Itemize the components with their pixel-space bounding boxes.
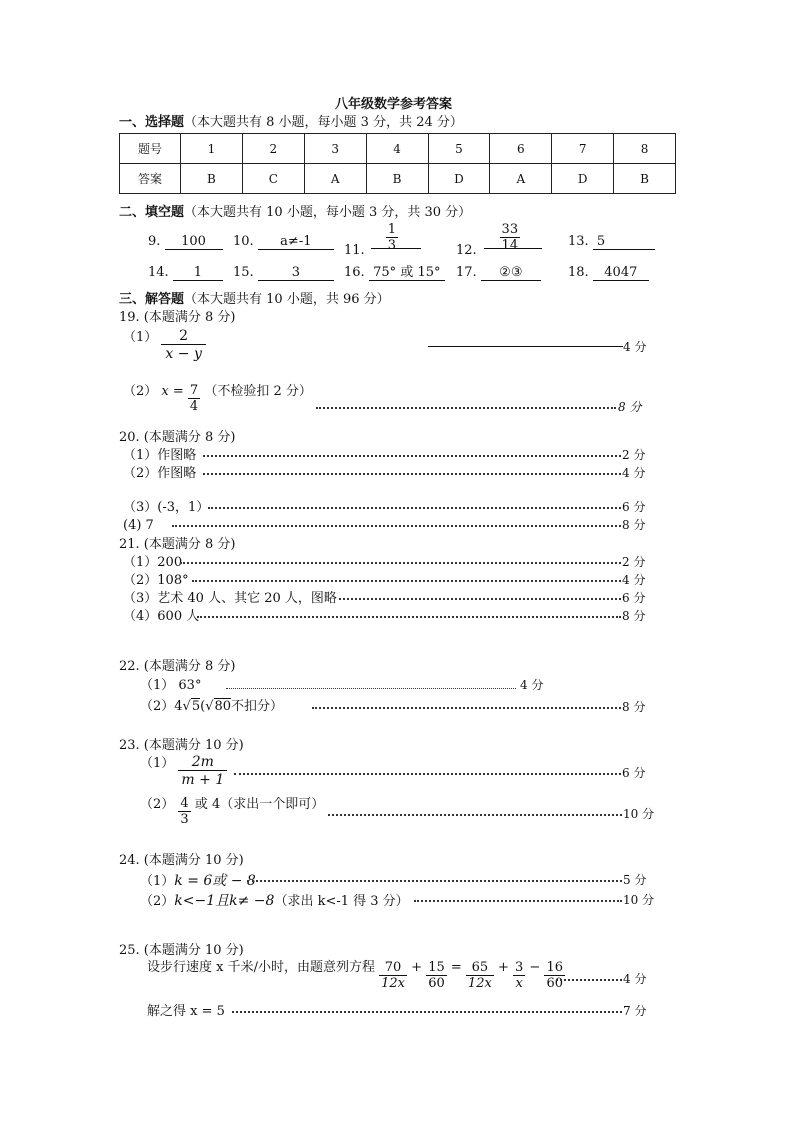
leader-dots — [192, 580, 621, 582]
answer — [481, 223, 539, 255]
leader-line — [428, 346, 623, 347]
q22-line2 — [140, 700, 283, 713]
table-cell: 6 — [490, 134, 552, 164]
numerator: 2 — [179, 328, 189, 344]
table-cell: A — [304, 164, 366, 194]
numerator: 3 — [514, 960, 524, 975]
section2-note: （本大题共有 10 小题，每小题 3 分，共 30 分） — [184, 205, 472, 220]
q20-line2: （2）作图略 — [123, 466, 197, 481]
section2-heading: 二、填空题 — [119, 205, 185, 220]
score: 10 分 — [623, 893, 655, 907]
score: 5 分 — [623, 873, 647, 887]
leader-dots — [234, 773, 621, 775]
part-label: （1） — [140, 756, 175, 772]
table-cell: A — [490, 164, 552, 194]
sqrt-icon: √ — [205, 699, 214, 714]
fraction — [466, 961, 494, 992]
q24-line1 — [140, 874, 256, 888]
fraction — [379, 961, 407, 992]
table-cell: 4 — [366, 134, 428, 164]
leader-dots — [226, 688, 516, 689]
answer-table — [119, 133, 676, 194]
fraction — [161, 329, 205, 363]
answer: 4047 — [593, 266, 649, 281]
numerator: 16 — [546, 960, 563, 975]
leader-dots — [316, 407, 616, 409]
q23-header: 23. (本题满分 10 分) — [119, 738, 244, 753]
q24-line2 — [140, 894, 409, 908]
numerator: 15 — [428, 960, 445, 975]
score: 6 分 — [622, 766, 646, 780]
denominator: m + 1 — [178, 770, 227, 788]
denominator: 60 — [546, 976, 563, 992]
score: 4 分 — [622, 573, 646, 587]
answer: 75° 或 15° — [369, 266, 445, 281]
answer: a≠-1 — [258, 235, 334, 250]
leader-dots — [232, 1011, 622, 1013]
score: 4 分 — [623, 972, 647, 986]
score: 8 分 — [622, 518, 646, 532]
q20-header: 20. (本题满分 8 分) — [119, 430, 236, 445]
leader-dots — [197, 616, 621, 618]
part-label: （2） — [140, 796, 175, 812]
table-cell: B — [614, 164, 676, 194]
table-cell: B — [366, 164, 428, 194]
paren: ( — [200, 699, 206, 714]
fraction — [178, 797, 190, 828]
q25-header: 25. (本题满分 10 分) — [119, 943, 244, 958]
question-number: 13. — [568, 234, 589, 249]
radicand: 5 — [191, 699, 201, 714]
question-number: 16. — [344, 265, 365, 280]
note: （不检验扣 2 分） — [204, 383, 312, 399]
fill-q18 — [568, 266, 649, 281]
score: 4 分 — [622, 466, 646, 480]
fill-q16 — [344, 266, 445, 281]
q22-line1: （1） 63° — [140, 678, 202, 693]
table-cell: 3 — [304, 134, 366, 164]
q23-part1 — [140, 755, 227, 789]
fraction — [544, 961, 565, 992]
q24-header: 24. (本题满分 10 分) — [119, 853, 244, 868]
equation-lhs: x = — [161, 383, 184, 399]
table-cell: B — [181, 164, 243, 194]
numerator: 7 — [189, 383, 199, 398]
numerator: 70 — [384, 960, 402, 975]
note: 或 4（求出一个即可） — [194, 796, 325, 812]
answer — [369, 223, 415, 255]
section1-heading: 一、选择题 — [119, 115, 185, 130]
section2-heading-row — [119, 206, 471, 219]
answer: k = 6或 − 8 — [174, 873, 256, 889]
leader-dots — [203, 455, 621, 457]
numerator: 65 — [471, 960, 489, 975]
section3-heading-row — [119, 293, 390, 306]
question-number: 15. — [233, 265, 254, 280]
leader-dots — [172, 525, 621, 527]
denominator: 3 — [387, 238, 396, 254]
q21-line2: （2）108° — [123, 573, 189, 588]
answer: ②③ — [481, 266, 541, 281]
table-cell: 8 — [614, 134, 676, 164]
section1-heading-row — [119, 116, 463, 129]
table-cell: 7 — [552, 134, 614, 164]
score: 6 分 — [622, 500, 646, 514]
answer: 3 — [258, 266, 334, 281]
score: 6 分 — [622, 591, 646, 605]
fraction — [426, 961, 447, 992]
denominator: 3 — [180, 812, 189, 828]
score: 2 分 — [622, 448, 646, 462]
question-number: 17. — [456, 265, 477, 280]
leader-dots — [414, 900, 622, 902]
fill-q13 — [568, 235, 655, 250]
part-label: （1） — [140, 874, 175, 889]
section3-note: （本大题共有 10 小题，共 96 分） — [184, 292, 390, 307]
operator: + — [411, 959, 423, 975]
table-cell: 5 — [428, 134, 490, 164]
q19-header: 19. (本题满分 8 分) — [119, 310, 236, 325]
table-row-label: 题号 — [120, 134, 181, 164]
denominator: 12x — [467, 976, 492, 992]
score: 10 分 — [623, 807, 655, 821]
fill-q11 — [344, 222, 415, 258]
answer: 5 — [593, 235, 655, 250]
sqrt-icon: √ — [182, 699, 191, 714]
fraction — [513, 961, 525, 992]
q21-line4: （4）600 人 — [123, 609, 200, 624]
leader-dots — [203, 473, 621, 475]
fraction — [386, 223, 398, 254]
table-cell: C — [242, 164, 304, 194]
table-cell: 1 — [181, 134, 243, 164]
leader-dots — [339, 598, 621, 600]
q25-equation — [147, 961, 565, 992]
part-label: （1） — [123, 330, 158, 346]
q21-header: 21. (本题满分 8 分) — [119, 537, 236, 552]
q19-part2 — [123, 384, 312, 415]
operator: + — [497, 959, 509, 975]
score: 4 分 — [520, 678, 544, 692]
q21-line1: （1）200 — [123, 555, 183, 570]
table-row-label: 答案 — [120, 164, 181, 194]
question-number: 12. — [456, 242, 477, 258]
score: 7 分 — [623, 1004, 647, 1018]
fill-q15 — [233, 266, 334, 281]
q19-part1 — [123, 329, 206, 363]
fill-q17 — [456, 266, 541, 281]
note: （求出 k<-1 得 3 分） — [274, 894, 409, 909]
operator: = — [450, 959, 462, 975]
underline — [371, 248, 421, 249]
denominator: x — [515, 976, 523, 992]
fraction — [188, 384, 200, 415]
denominator: 60 — [428, 976, 445, 992]
section3-heading: 三、解答题 — [119, 292, 185, 307]
part-label: （2） — [140, 894, 175, 909]
table-cell: D — [428, 164, 490, 194]
denominator: 4 — [189, 399, 199, 415]
table-cell: 2 — [242, 134, 304, 164]
fraction — [500, 223, 521, 254]
leader-dots — [247, 880, 622, 882]
table-row — [120, 164, 676, 194]
question-number: 18. — [568, 265, 589, 280]
numerator: 1 — [387, 222, 396, 237]
fill-q14 — [148, 266, 223, 281]
answer: 100 — [165, 235, 223, 250]
radicand: 80 — [214, 699, 232, 714]
score: 4 分 — [623, 340, 647, 354]
numerator: 33 — [501, 222, 519, 237]
equation-text: 设步行速度 x 千米/小时，由题意列方程 — [147, 959, 375, 975]
answer: 1 — [173, 266, 223, 281]
score: 8 分 — [618, 400, 642, 414]
question-number: 14. — [148, 265, 169, 280]
section1-note: （本大题共有 8 小题，每小题 3 分，共 24 分） — [184, 115, 463, 130]
q20-line4: (4) 7 — [123, 518, 154, 533]
leader-dots — [208, 507, 621, 509]
denominator: x − y — [161, 344, 205, 362]
q21-line3: （3）艺术 40 人、其它 20 人，图略 — [123, 591, 337, 606]
q22-header: 22. (本题满分 8 分) — [119, 659, 236, 674]
operator: − — [529, 959, 541, 975]
denominator: 14 — [501, 238, 519, 254]
page-title: 八年级数学参考答案 — [335, 97, 453, 112]
table-row — [120, 134, 676, 164]
leader-dots — [312, 707, 621, 709]
question-number: 9. — [148, 234, 161, 249]
leader-dots — [328, 814, 622, 816]
fill-q12 — [456, 222, 539, 258]
numerator: 4 — [180, 796, 189, 811]
part-label: （2） — [123, 383, 158, 399]
q23-part2 — [140, 797, 324, 828]
q20-line3: （3）(-3，1） — [123, 500, 210, 515]
score: 8 分 — [622, 609, 646, 623]
fill-q10 — [233, 235, 334, 250]
question-number: 11. — [344, 242, 365, 258]
answer: k<−1且k≠ −8 — [174, 893, 275, 909]
leader-dots — [556, 979, 622, 981]
fraction — [178, 755, 227, 789]
question-number: 10. — [233, 234, 254, 249]
q20-line1: （1）作图略 — [123, 448, 197, 463]
score: 2 分 — [622, 555, 646, 569]
underline — [484, 248, 542, 249]
table-cell: D — [552, 164, 614, 194]
expression: （2）4 — [140, 699, 183, 714]
note: 不扣分） — [231, 699, 284, 714]
q25-solution: 解之得 x = 5 — [147, 1004, 225, 1019]
leader-dots — [180, 562, 621, 564]
score: 8 分 — [622, 700, 646, 714]
fill-q9 — [148, 235, 223, 250]
numerator: 2m — [191, 754, 214, 770]
denominator: 12x — [381, 976, 405, 992]
